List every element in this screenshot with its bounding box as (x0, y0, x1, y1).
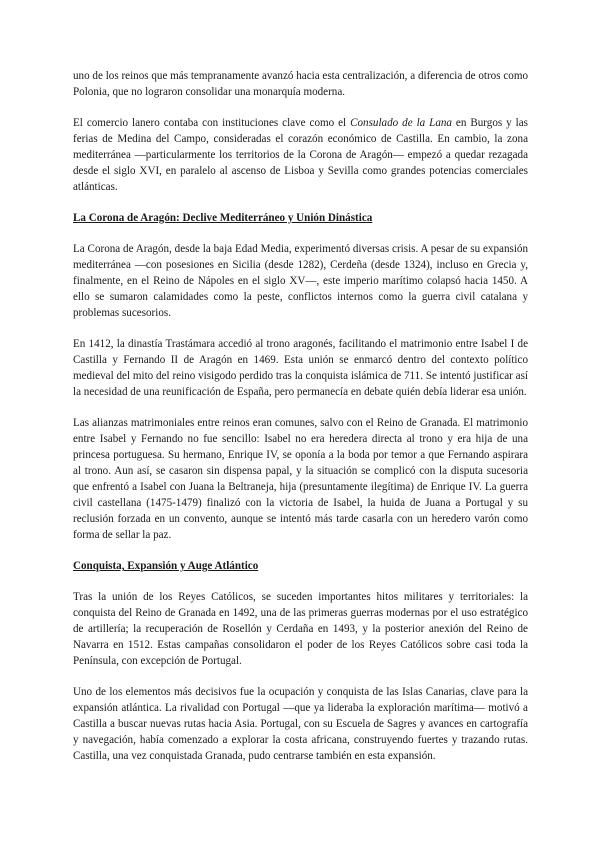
consulado-italic: Consulado de la Lana (350, 117, 452, 129)
section-heading-conquista: Conquista, Expansión y Auge Atlántico (73, 560, 259, 572)
paragraph-intro-2 (73, 115, 528, 195)
paragraph-aragon-3: Las alianzas matrimoniales entre reinos eran comunes, salvo con el Reino de Granada. El matrimonio entre Isabel y Fernando no fue sencillo: Isabel no era heredera directa al trono y era hija de una princesa portuguesa. Su hermano, Enrique IV, se oponía a la boda por temor a que Fernando aspirara al trono. Aun así, se casaron sin dispensa papal, y la situación se complicó con la disputa sucesoria que enfrentó a Isabel con Juana la Beltraneja, hija (presuntamente ilegítima) de Enrique IV. La guerra civil castellana (1475-1479) finalizó con la victoria de Isabel, la huida de Juana a Portugal y su reclusión forzada en un convento, aunque se intentó más tarde casarla con un heredero varón como forma de sellar la paz. (73, 417, 528, 541)
paragraph-intro-1: uno de los reinos que más tempranamente avanzó hacia esta centralización, a diferencia de otros como Polonia, que no lograron consolidar una monarquía moderna. (73, 70, 528, 98)
paragraph-intro-2-after: en Burgos y las ferias de Medina del Campo, consideradas el corazón económico de Castilla. En cambio, la zona mediterránea —particularmente los territorios de la Corona de Aragón— empezó a quedar rezagada desde el siglo XVI, en paralelo al ascenso de Lisboa y Sevilla como grandes potencias comerciales atlánticas. (73, 117, 528, 193)
paragraph-aragon-2: En 1412, la dinastía Trastámara accedió al trono aragonés, facilitando el matrimonio entre Isabel I de Castilla y Fernando II de Aragón en 1469. Esta unión se enmarcó dentro del contexto político medieval del mito del reino visigodo perdido tras la conquista islámica de 711. Se intentó justificar así la necesidad de una reunificación de España, pero permanecía en debate quién debía liderar esa unión. (73, 338, 528, 398)
paragraph-aragon-1: La Corona de Aragón, desde la baja Edad Media, experimentó diversas crisis. A pesar de su expansión mediterránea —con posesiones en Sicilia (desde 1282), Cerdeña (desde 1324), incluso en Grecia y, finalmente, en el Reino de Nápoles en el siglo XV—, este imperio marítimo colapsó hacia 1450. A ello se sumaron calamidades como la peste, conflictos internos como la guerra civil catalana y problemas sucesorios. (73, 243, 528, 319)
paragraph-conquista-1: Tras la unión de los Reyes Católicos, se suceden importantes hitos militares y territoriales: la conquista del Reino de Granada en 1492, una de las primeras guerras modernas por el uso estratégico de artillería; la recuperación de Rosellón y Cerdaña en 1493, y la posterior anexión del Reino de Navarra en 1512. Estas campañas consolidaron el poder de los Reyes Católicos sobre casi toda la Península, con excepción de Portugal. (73, 591, 528, 667)
paragraph-intro-2-before: El comercio lanero contaba con instituciones clave como el (73, 117, 351, 129)
section-heading-aragon: La Corona de Aragón: Declive Mediterráneo y Unión Dinástica (73, 212, 373, 224)
paragraph-conquista-2: Uno de los elementos más decisivos fue la ocupación y conquista de las Islas Canarias, clave para la expansión atlántica. La rivalidad con Portugal —que ya lideraba la exploración marítima— motivó a Castilla a buscar nuevas rutas hacia Asia. Portugal, con su Escuela de Sagres y avances en cartografía y navegación, había comenzado a explorar la costa africana, construyendo fuertes y trazando rutas. Castilla, una vez conquistada Granada, pudo centrarse también en esta expansión. (73, 686, 528, 762)
